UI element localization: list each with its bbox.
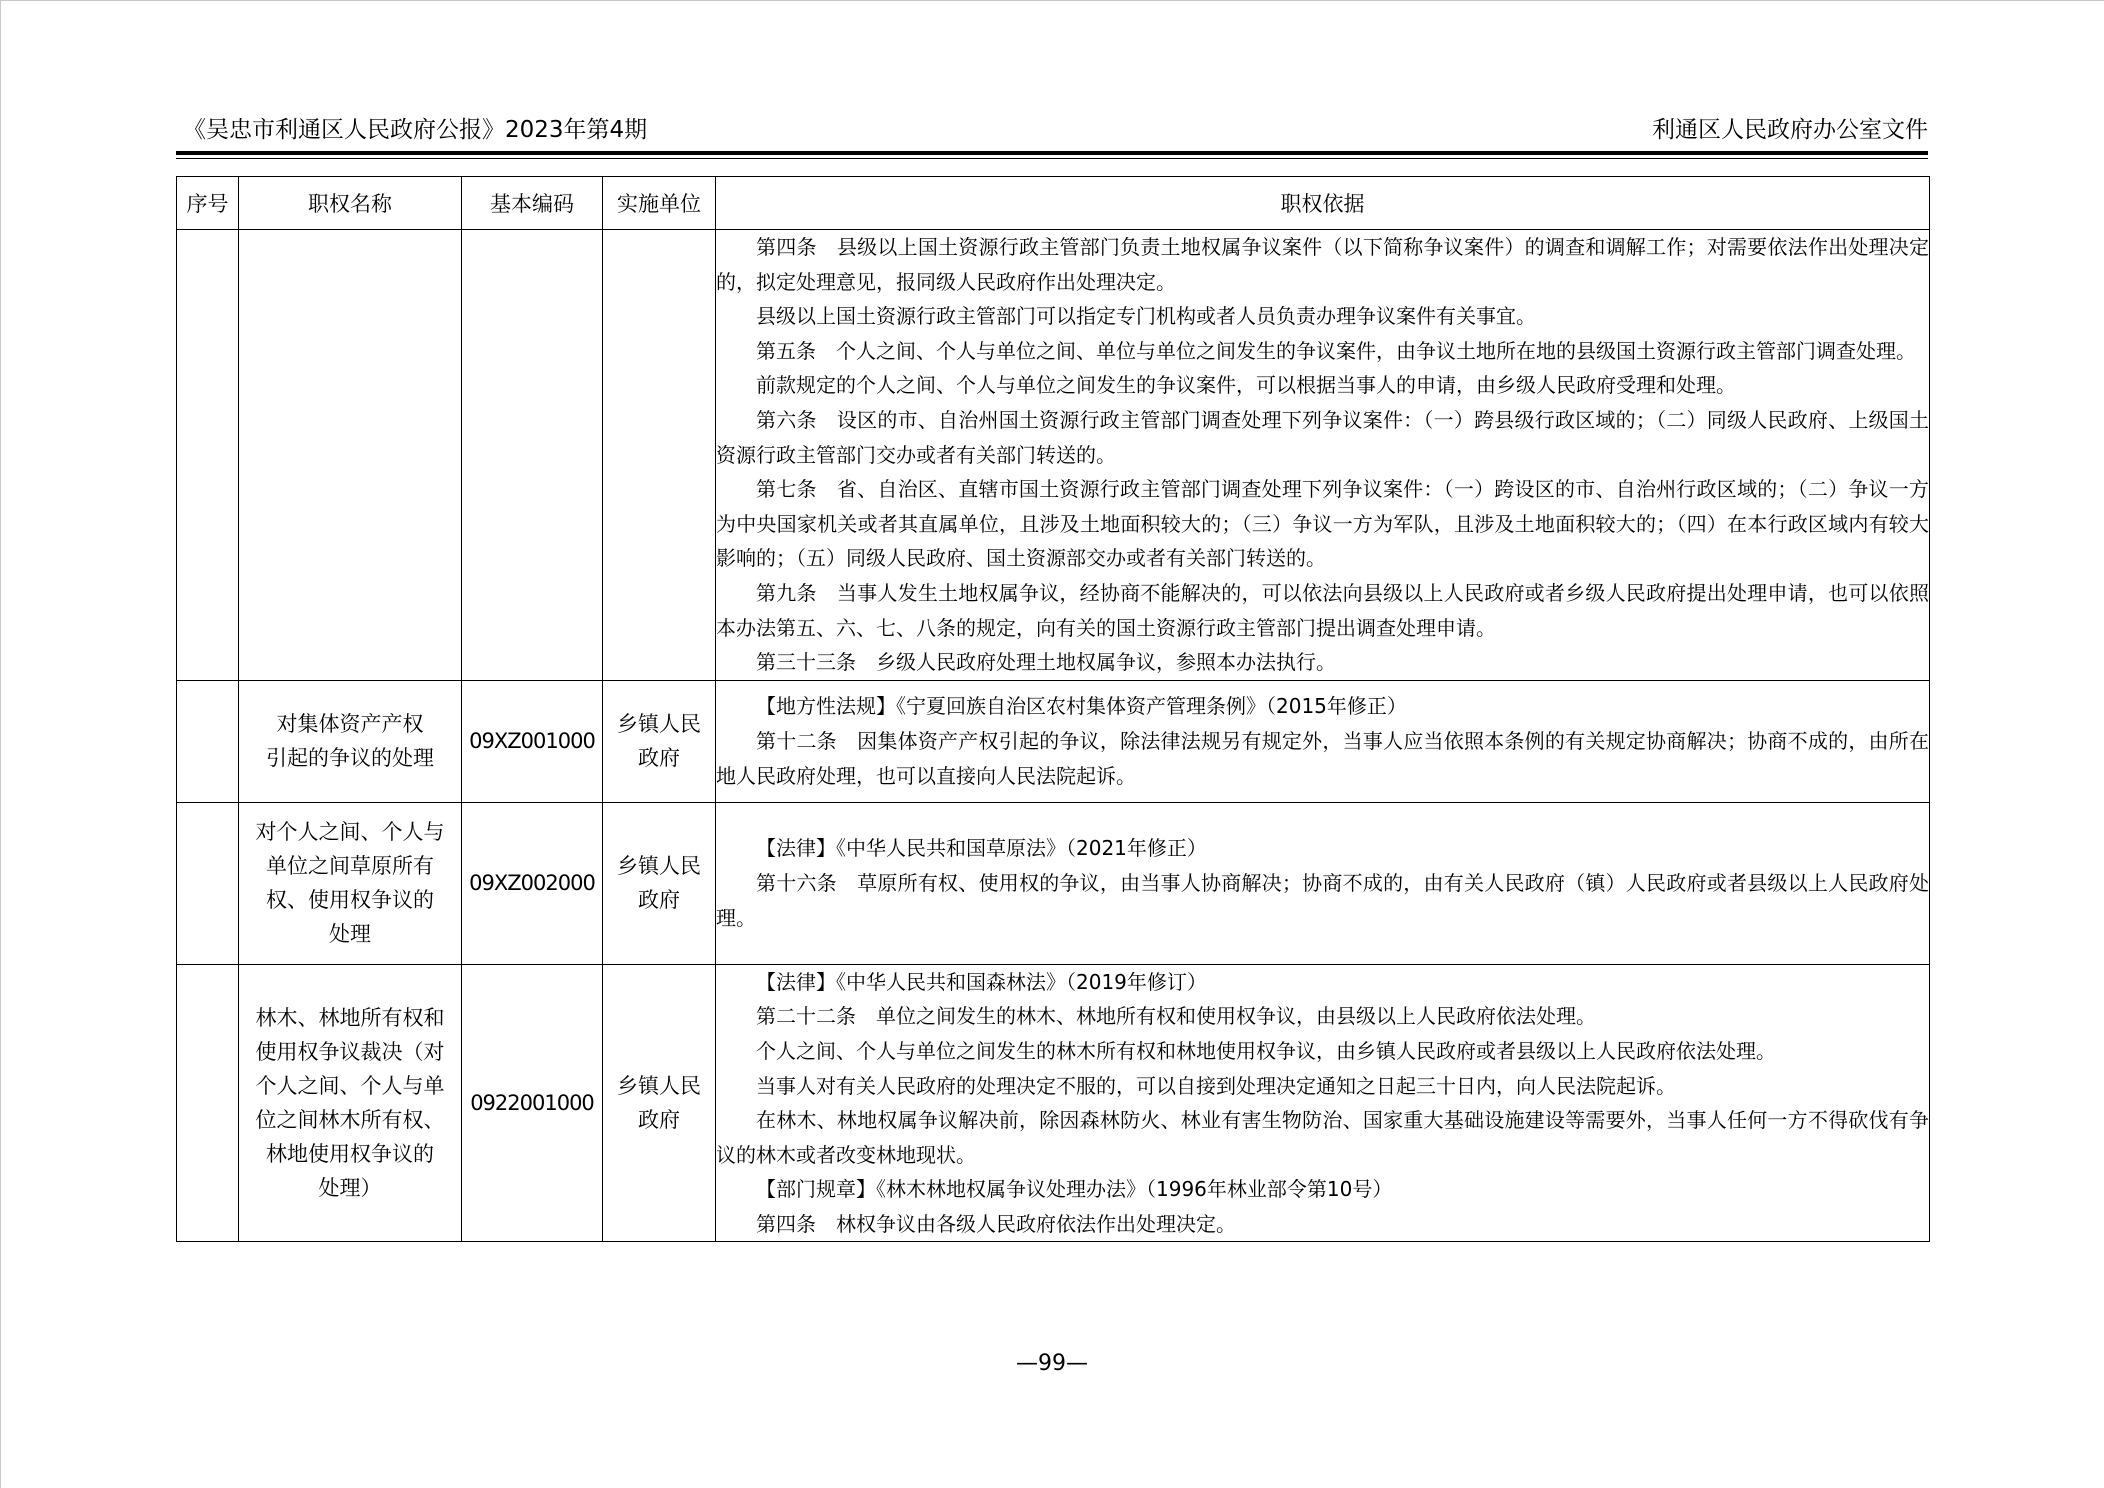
implementing-unit-cell [603,802,716,964]
issuing-office: 利通区人民政府办公室文件 [1652,117,1928,143]
authority-name-cell [239,230,462,681]
authority-name-cell [239,964,462,1242]
serial-number-cell [177,230,239,681]
authority-name-line: 引起的争议的处理 [266,746,434,771]
serial-number-cell [177,802,239,964]
authority-name-line: 对集体资产产权 [276,712,424,737]
basis-paragraph: 第十二条 因集体资产产权引起的争议，除法律法规另有规定外，当事人应当依照本条例的有关规定协商解决；协商不成的，由所在地人民政府处理，也可以直接向人民法院起诉。 [716,728,1929,788]
basis-paragraph: 第五条 个人之间、个人与单位之间、单位与单位之间发生的争议案件，由争议土地所在地的县级国土资源行政主管部门调查处理。 [756,338,1916,363]
implementing-unit-cell [603,964,716,1242]
header-authority-basis: 职权依据 [716,177,1930,230]
authority-name-line: 林地使用权争议的 [266,1142,434,1167]
serial-number-cell [177,964,239,1242]
unit-line: 乡镇人民 [617,712,701,737]
table-row [177,680,1930,802]
basis-paragraph: 县级以上国土资源行政主管部门可以指定专门机构或者人员负责办理争议案件有关事宜。 [756,304,1536,329]
basis-paragraph: 【地方性法规】《宁夏回族自治区农村集体资产管理条例》（2015年修正） [756,694,1407,719]
basis-paragraph: 第七条 省、自治区、直辖市国土资源行政主管部门调查处理下列争议案件：（一）跨设区的市、自治州行政区域的；（二）争议一方为中央国家机关或者其直属单位，且涉及土地面积较大的；（三）争议一方为军队，且涉及土地面积较大的；（四）在本行政区域内有较大影响的；（五）同级人民政府、国土资源部交办或者有关部门转送的。 [716,477,1929,571]
authority-name-line: 使用权争议裁决（对 [255,1040,445,1065]
authority-basis-cell [716,964,1930,1242]
basis-paragraph: 在林木、林地权属争议解决前，除因森林防火、林业有害生物防治、国家重大基础设施建设等需要外，当事人任何一方不得砍伐有争议的林木或者改变林地现状。 [716,1108,1929,1167]
header-implementing-unit: 实施单位 [603,177,716,230]
authority-name-line: 权、使用权争议的 [266,888,434,913]
basis-paragraph: 第十六条 草原所有权、使用权的争议，由当事人协商解决；协商不成的，由有关人民政府（镇）人民政府或者县级以上人民政府处理。 [716,870,1929,930]
table-row [177,802,1930,964]
basis-paragraph: 第九条 当事人发生土地权属争议，经协商不能解决的，可以依法向县级以上人民政府或者乡级人民政府提出处理申请，也可以依照本办法第五、六、七、八条的规定，向有关的国土资源行政主管部门提出调查处理申请。 [716,580,1929,640]
authority-name-line: 处理 [329,922,371,947]
authority-table [176,176,1930,1242]
authority-name-line: 位之间林木所有权、 [255,1108,445,1133]
unit-line: 政府 [638,888,680,913]
basis-paragraph: 第三十三条 乡级人民政府处理土地权属争议，参照本办法执行。 [756,650,1336,675]
authority-name-cell [239,802,462,964]
table-row [177,230,1930,681]
unit-line: 乡镇人民 [617,1074,701,1099]
basic-code-cell: 0922001000 [462,964,603,1242]
basis-paragraph: 第四条 县级以上国土资源行政主管部门负责土地权属争议案件（以下简称争议案件）的调查和调解工作；对需要依法作出处理决定的，拟定处理意见，报同级人民政府作出处理决定。 [716,235,1929,294]
authority-name-line: 对个人之间、个人与 [255,820,445,845]
implementing-unit-cell [603,230,716,681]
unit-line: 政府 [638,1108,680,1133]
basis-paragraph: 第二十二条 单位之间发生的林木、林地所有权和使用权争议，由县级以上人民政府依法处理。 [756,1004,1596,1029]
authority-basis-cell [716,680,1930,802]
basis-paragraph: 【部门规章】《林木林地权属争议处理办法》（1996年林业部令第10号） [756,1177,1393,1202]
gazette-title: 《吴忠市利通区人民政府公报》2023年第4期 [183,117,648,143]
page-border-top [0,0,2104,1]
table-row [177,964,1930,1242]
header-basic-code: 基本编码 [462,177,603,230]
authority-basis-cell [716,802,1930,964]
authority-basis-cell [716,230,1930,681]
unit-line: 政府 [638,746,680,771]
serial-number-cell [177,680,239,802]
header-rule-thick [176,151,1928,155]
basic-code-cell: 09XZ001000 [462,680,603,802]
basis-paragraph: 【法律】《中华人民共和国森林法》（2019年修订） [756,969,1207,994]
header-rule-thin [176,158,1928,159]
basis-paragraph: 个人之间、个人与单位之间发生的林木所有权和林地使用权争议，由乡镇人民政府或者县级以上人民政府依法处理。 [756,1038,1776,1063]
basic-code-cell [462,230,603,681]
page-border-left [0,0,1,1488]
basis-paragraph: 【法律】《中华人民共和国草原法》（2021年修正） [756,836,1207,861]
unit-line: 乡镇人民 [617,854,701,879]
table-header-row [177,177,1930,230]
authority-name-line: 个人之间、个人与单 [255,1074,445,1099]
basis-paragraph: 第四条 林权争议由各级人民政府依法作出处理决定。 [756,1211,1236,1236]
basic-code-cell: 09XZ002000 [462,802,603,964]
authority-name-line: 单位之间草原所有 [266,854,434,879]
authority-name-line: 林木、林地所有权和 [255,1006,445,1031]
implementing-unit-cell [603,680,716,802]
authority-name-line: 处理） [318,1176,382,1201]
header-authority-name: 职权名称 [239,177,462,230]
page-number: —99— [1016,1351,1088,1376]
basis-paragraph: 第六条 设区的市、自治州国土资源行政主管部门调查处理下列争议案件：（一）跨县级行政区域的；（二）同级人民政府、上级国土资源行政主管部门交办或者有关部门转送的。 [716,407,1929,467]
header-serial-number: 序号 [177,177,239,230]
authority-name-cell [239,680,462,802]
basis-paragraph: 前款规定的个人之间、个人与单位之间发生的争议案件，可以根据当事人的申请，由乡级人民政府受理和处理。 [756,373,1736,398]
basis-paragraph: 当事人对有关人民政府的处理决定不服的，可以自接到处理决定通知之日起三十日内，向人民法院起诉。 [756,1073,1676,1098]
